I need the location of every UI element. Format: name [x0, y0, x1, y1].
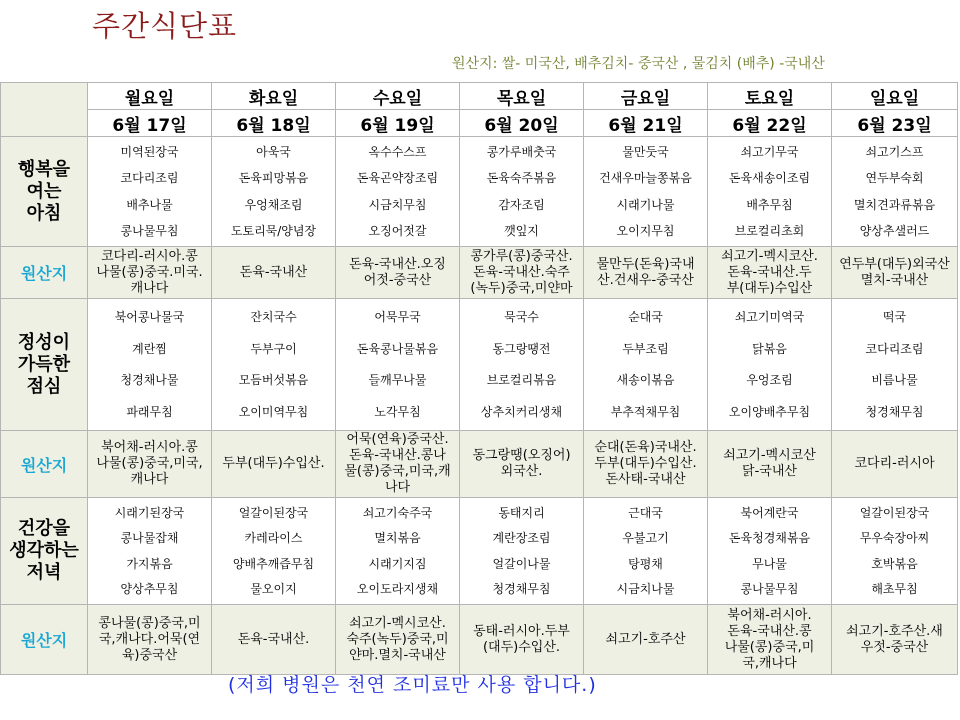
menu-item: 오징어젓갈 [368, 223, 427, 238]
origin-line: 북어채-러시아.콩 [101, 440, 198, 455]
menu-cell [832, 137, 958, 247]
origin-cell [88, 605, 212, 675]
menu-list [460, 137, 583, 246]
menu-cell [708, 498, 832, 605]
origin-line: 쇠고기-멕시코산 [723, 448, 816, 463]
menu-list [832, 137, 957, 246]
menu-list [460, 498, 583, 604]
menu-item: 카레라이스 [244, 531, 303, 546]
day-name: 화요일 [212, 83, 336, 110]
menu-item: 양배추깨즙무침 [232, 556, 315, 571]
origin-line: 코다리-러시아.콩 [101, 248, 198, 264]
origin-line: 쇠고기-호주산.새 [846, 623, 943, 639]
origin-row [1, 605, 958, 675]
meal-label [1, 137, 88, 247]
menu-list [584, 498, 707, 604]
menu-item: 시래기지짐 [368, 556, 427, 571]
origin-cell [584, 247, 708, 299]
day-date: 6월 22일 [708, 110, 832, 137]
menu-item: 시래기된장국 [114, 505, 185, 520]
origin-cell [212, 431, 336, 498]
menu-item: 청경채나물 [120, 373, 179, 388]
origin-text [832, 456, 957, 472]
origin-row [1, 247, 958, 299]
day-name: 일요일 [832, 83, 958, 110]
menu-item: 해초무침 [871, 582, 918, 597]
meal-label-line: 정성이 [17, 331, 71, 353]
menu-item: 멸치볶음 [374, 531, 421, 546]
menu-cell [336, 498, 460, 605]
menu-item: 들깨무나물 [368, 373, 427, 388]
menu-list [584, 299, 707, 430]
menu-item: 두부조림 [622, 341, 669, 356]
day-date: 6월 21일 [584, 110, 708, 137]
origin-line: (대두)수입산. [482, 639, 561, 655]
menu-cell [212, 299, 336, 431]
meal-row [1, 299, 958, 431]
origin-line: 국,캐나다 [742, 655, 797, 671]
menu-item: 오이지무침 [616, 223, 675, 238]
menu-list [88, 137, 211, 246]
menu-list [336, 299, 459, 430]
menu-item: 쇠고기미역국 [734, 309, 805, 324]
origin-line: 돈육-국내산. [237, 631, 310, 647]
origin-label [1, 431, 88, 498]
menu-cell [460, 137, 584, 247]
origin-label-text: 원산지 [20, 264, 68, 283]
menu-item: 시금치나물 [616, 582, 675, 597]
menu-item: 콩나물무침 [120, 223, 179, 238]
menu-item: 옥수수스프 [368, 145, 427, 160]
menu-item: 무우숙장아찌 [859, 531, 930, 546]
origin-line: 물만두(돈육)국내 [596, 256, 695, 272]
origin-cell [708, 605, 832, 675]
origin-cell [832, 605, 958, 675]
menu-cell [708, 299, 832, 431]
origin-line: 쇠고기-멕시코산. [721, 248, 818, 264]
origin-line: 나물(콩)중국.미국. [96, 264, 203, 280]
corner-cell [1, 83, 88, 137]
origin-line: 어묵(연육)중국산. [346, 432, 449, 447]
menu-item: 연두부숙회 [865, 171, 924, 186]
meal-row [1, 498, 958, 605]
origin-text [832, 257, 957, 289]
menu-item: 쇠고기스프 [865, 145, 924, 160]
origin-line: 두부(대두)수입산. [594, 456, 697, 471]
menu-item: 물오이지 [250, 582, 297, 597]
origin-line: 멸치-국내산 [860, 272, 929, 288]
origin-text [212, 632, 335, 648]
menu-item: 돈육콩나물볶음 [356, 341, 439, 356]
menu-item: 우불고기 [622, 531, 669, 546]
day-name: 토요일 [708, 83, 832, 110]
origin-line: 나물(콩)중국,미 [724, 639, 815, 655]
origin-cell [336, 605, 460, 675]
origin-line: 부(대두)수입산 [726, 280, 813, 296]
origin-cell [88, 431, 212, 498]
origin-note: 원산지: 쌀- 미국산, 배추김치- 중국산 , 물김치 (배추) -국내산 [452, 56, 825, 72]
menu-item: 우엉채조림 [244, 197, 303, 212]
day-date: 6월 18일 [212, 110, 336, 137]
origin-line: 돈육-국내산 [239, 264, 308, 280]
day-date: 6월 17일 [88, 110, 212, 137]
menu-item: 얼갈이된장국 [859, 505, 930, 520]
day-date: 6월 20일 [460, 110, 584, 137]
origin-text [460, 448, 583, 480]
menu-item: 파래무침 [126, 405, 173, 420]
menu-item: 무나물 [752, 556, 787, 571]
menu-item: 청경채무침 [492, 582, 551, 597]
origin-text [832, 624, 957, 656]
origin-line: 돈육-국내산.두 [727, 264, 812, 280]
day-name-row [1, 83, 958, 110]
origin-text [336, 616, 459, 664]
origin-line: 콩가루(콩)중국산. [470, 248, 573, 264]
menu-cell [88, 137, 212, 247]
menu-item: 양상추샐러드 [859, 223, 930, 238]
menu-cell [584, 137, 708, 247]
menu-item: 브로컬리초회 [734, 223, 805, 238]
menu-item: 멸치견과류볶음 [853, 197, 936, 212]
menu-item: 배추무침 [746, 197, 793, 212]
origin-cell [708, 431, 832, 498]
origin-cell [336, 431, 460, 498]
meal-row [1, 137, 958, 247]
menu-item: 오이도라지생채 [356, 582, 439, 597]
meal-label-line: 생각하는 [9, 540, 79, 561]
menu-cell [212, 498, 336, 605]
origin-line: 돈육-국내산.오징 [349, 256, 446, 272]
date-row [1, 110, 958, 137]
menu-item: 코다리조림 [865, 341, 924, 356]
menu-item: 계란찜 [132, 341, 167, 356]
menu-item: 쇠고기숙주국 [362, 505, 433, 520]
origin-text [584, 440, 707, 488]
menu-item: 탕평채 [628, 556, 663, 571]
menu-cell [88, 299, 212, 431]
menu-cell [832, 498, 958, 605]
menu-list [708, 299, 831, 430]
meal-label-line: 행복을 [17, 158, 71, 180]
origin-line: 돈육-국내산.콩나 [349, 448, 446, 463]
menu-cell [460, 299, 584, 431]
origin-line: 물(콩)중국,미국,캐 [344, 464, 451, 479]
menu-list [460, 299, 583, 430]
origin-line: 나다 [384, 480, 411, 495]
menu-item: 돈육숙주볶음 [486, 171, 557, 186]
origin-label-text: 원산지 [20, 631, 68, 650]
origin-line: 콩나물(콩)중국,미 [98, 615, 201, 631]
menu-cell [584, 498, 708, 605]
menu-cell [336, 299, 460, 431]
day-name: 목요일 [460, 83, 584, 110]
origin-line: 나물(콩)중국,미국, [96, 456, 203, 471]
origin-line: 순대(돈육)국내산. [594, 440, 697, 455]
menu-item: 코다리조림 [120, 171, 179, 186]
origin-line: 돈사태-국내산 [605, 472, 686, 487]
menu-cell [336, 137, 460, 247]
origin-cell [212, 247, 336, 299]
menu-item: 북어계란국 [740, 505, 799, 520]
meal-label [1, 498, 88, 605]
origin-line: 두부(대두)수입산. [222, 456, 325, 471]
origin-line: (녹두)중국,미얀마 [470, 280, 573, 296]
menu-list [832, 498, 957, 604]
menu-item: 오이양배추무침 [728, 405, 811, 420]
origin-line: 숙주(녹두)중국,미 [346, 631, 449, 647]
menu-item: 계란장조림 [492, 531, 551, 546]
origin-cell [584, 605, 708, 675]
origin-line: 돈육-국내산.숙주 [473, 264, 570, 280]
menu-item: 오이미역무침 [238, 405, 309, 420]
menu-item: 노각무침 [374, 405, 421, 420]
menu-item: 시래기나물 [616, 197, 675, 212]
menu-item: 아욱국 [256, 145, 291, 160]
menu-item: 브로컬리볶음 [486, 373, 557, 388]
origin-text [212, 456, 335, 472]
origin-cell [584, 431, 708, 498]
origin-line: 얀마.멸치-국내산 [349, 647, 446, 663]
menu-item: 순대국 [628, 309, 663, 324]
menu-list [212, 299, 335, 430]
origin-cell [832, 247, 958, 299]
origin-line: 닭-국내산 [742, 464, 797, 479]
menu-item: 돈육새송이조림 [728, 171, 811, 186]
menu-list [88, 299, 211, 430]
menu-item: 어묵무국 [374, 309, 421, 324]
menu-item: 시금치무침 [368, 197, 427, 212]
origin-cell [460, 431, 584, 498]
menu-item: 얼갈이나물 [492, 556, 551, 571]
menu-list [708, 498, 831, 604]
origin-line: 쇠고기-멕시코산. [349, 615, 446, 631]
origin-line: 국,캐나다.어묵(연 [98, 631, 201, 647]
menu-cell [460, 498, 584, 605]
menu-list [212, 137, 335, 246]
menu-item: 돈육청경채볶음 [728, 531, 811, 546]
origin-cell [832, 431, 958, 498]
menu-item: 잔치국수 [250, 309, 297, 324]
origin-label-text: 원산지 [20, 455, 68, 475]
day-name: 수요일 [336, 83, 460, 110]
origin-label [1, 247, 88, 299]
menu-item: 떡국 [882, 309, 907, 324]
origin-row [1, 431, 958, 498]
menu-item: 청경채무침 [865, 405, 924, 420]
meal-label-line: 점심 [26, 375, 62, 397]
origin-line: 산.건새우-중국산 [597, 272, 694, 288]
menu-item: 콩나물잡채 [120, 531, 179, 546]
menu-item: 호박볶음 [871, 556, 918, 571]
origin-text [88, 249, 211, 297]
meal-label-line: 건강을 [17, 518, 71, 539]
menu-item: 묵국수 [504, 309, 539, 324]
menu-cell [584, 299, 708, 431]
menu-item: 두부구이 [250, 341, 297, 356]
menu-list [708, 137, 831, 246]
origin-text [708, 448, 831, 480]
origin-line: 캐나다 [130, 280, 169, 296]
menu-list [336, 498, 459, 604]
day-name: 금요일 [584, 83, 708, 110]
menu-list [88, 498, 211, 604]
menu-item: 콩나물무침 [740, 582, 799, 597]
menu-list [212, 498, 335, 604]
menu-item: 북어콩나물국 [114, 309, 185, 324]
menu-item: 돈육곤약장조림 [356, 171, 439, 186]
origin-line: 어젓-중국산 [363, 272, 432, 288]
menu-item: 새송이볶음 [616, 373, 675, 388]
origin-line: 연두부(대두)외국산 [839, 256, 950, 272]
menu-item: 부추적채무침 [610, 405, 681, 420]
menu-item: 물만둣국 [622, 145, 669, 160]
meal-label-line: 저녁 [26, 562, 62, 583]
meal-label-line: 아침 [26, 202, 62, 224]
origin-text [708, 608, 831, 672]
menu-item: 돈육피망볶음 [238, 171, 309, 186]
menu-cell [88, 498, 212, 605]
origin-label [1, 605, 88, 675]
origin-text [212, 265, 335, 281]
origin-line: 우젓-중국산 [860, 639, 929, 655]
menu-list [832, 299, 957, 430]
menu-item: 미역된장국 [120, 145, 179, 160]
origin-line: 외국산. [500, 464, 543, 479]
meal-label [1, 299, 88, 431]
origin-line: 동그랑땡(오징어) [472, 448, 571, 463]
day-date: 6월 19일 [336, 110, 460, 137]
menu-item: 우엉조림 [746, 373, 793, 388]
menu-item: 배추나물 [126, 197, 173, 212]
origin-line: 코다리-러시아 [854, 456, 935, 471]
menu-item: 도토리묵/양념장 [230, 223, 317, 238]
origin-cell [88, 247, 212, 299]
day-date: 6월 23일 [832, 110, 958, 137]
menu-cell [832, 299, 958, 431]
menu-item: 비름나물 [871, 373, 918, 388]
origin-cell [212, 605, 336, 675]
origin-text [584, 632, 707, 648]
menu-list [336, 137, 459, 246]
origin-line: 쇠고기-호주산 [605, 631, 686, 647]
menu-item: 깻잎지 [504, 223, 539, 238]
origin-line: 북어채-러시아. [727, 607, 812, 623]
origin-line: 동태-러시아.두부 [473, 623, 570, 639]
menu-item: 쇠고기무국 [740, 145, 799, 160]
origin-text [708, 249, 831, 297]
origin-text [336, 257, 459, 289]
menu-item: 근대국 [628, 505, 663, 520]
origin-text [336, 432, 459, 496]
origin-text [88, 616, 211, 664]
menu-item: 콩가루배춧국 [486, 145, 557, 160]
menu-cell [708, 137, 832, 247]
weekly-menu-table [0, 82, 958, 675]
menu-item: 양상추무침 [120, 582, 179, 597]
menu-item: 얼갈이된장국 [238, 505, 309, 520]
origin-cell [336, 247, 460, 299]
meal-label-line: 가득한 [17, 353, 71, 375]
origin-cell [708, 247, 832, 299]
menu-item: 건새우마늘쫑볶음 [599, 171, 692, 186]
menu-item: 가지볶음 [126, 556, 173, 571]
origin-cell [460, 605, 584, 675]
origin-line: 육)중국산 [121, 647, 178, 663]
origin-cell [460, 247, 584, 299]
menu-cell [212, 137, 336, 247]
origin-text [584, 257, 707, 289]
origin-line: 캐나다 [130, 472, 169, 487]
day-name: 월요일 [88, 83, 212, 110]
menu-item: 모듬버섯볶음 [238, 373, 309, 388]
meal-label-line: 여는 [26, 180, 62, 202]
menu-item: 닭볶음 [752, 341, 787, 356]
menu-list [584, 137, 707, 246]
menu-item: 동태지리 [498, 505, 545, 520]
menu-item: 상추치커리생채 [480, 405, 563, 420]
page-title: 주간식단표 [92, 9, 238, 43]
origin-text [460, 624, 583, 656]
origin-text [88, 440, 211, 488]
footer-note: (저희 병원은 천연 조미료만 사용 합니다.) [228, 674, 597, 696]
origin-text [460, 249, 583, 297]
menu-item: 감자조림 [498, 197, 545, 212]
origin-line: 돈육-국내산.콩 [727, 623, 812, 639]
menu-item: 동그랑땡전 [492, 341, 551, 356]
